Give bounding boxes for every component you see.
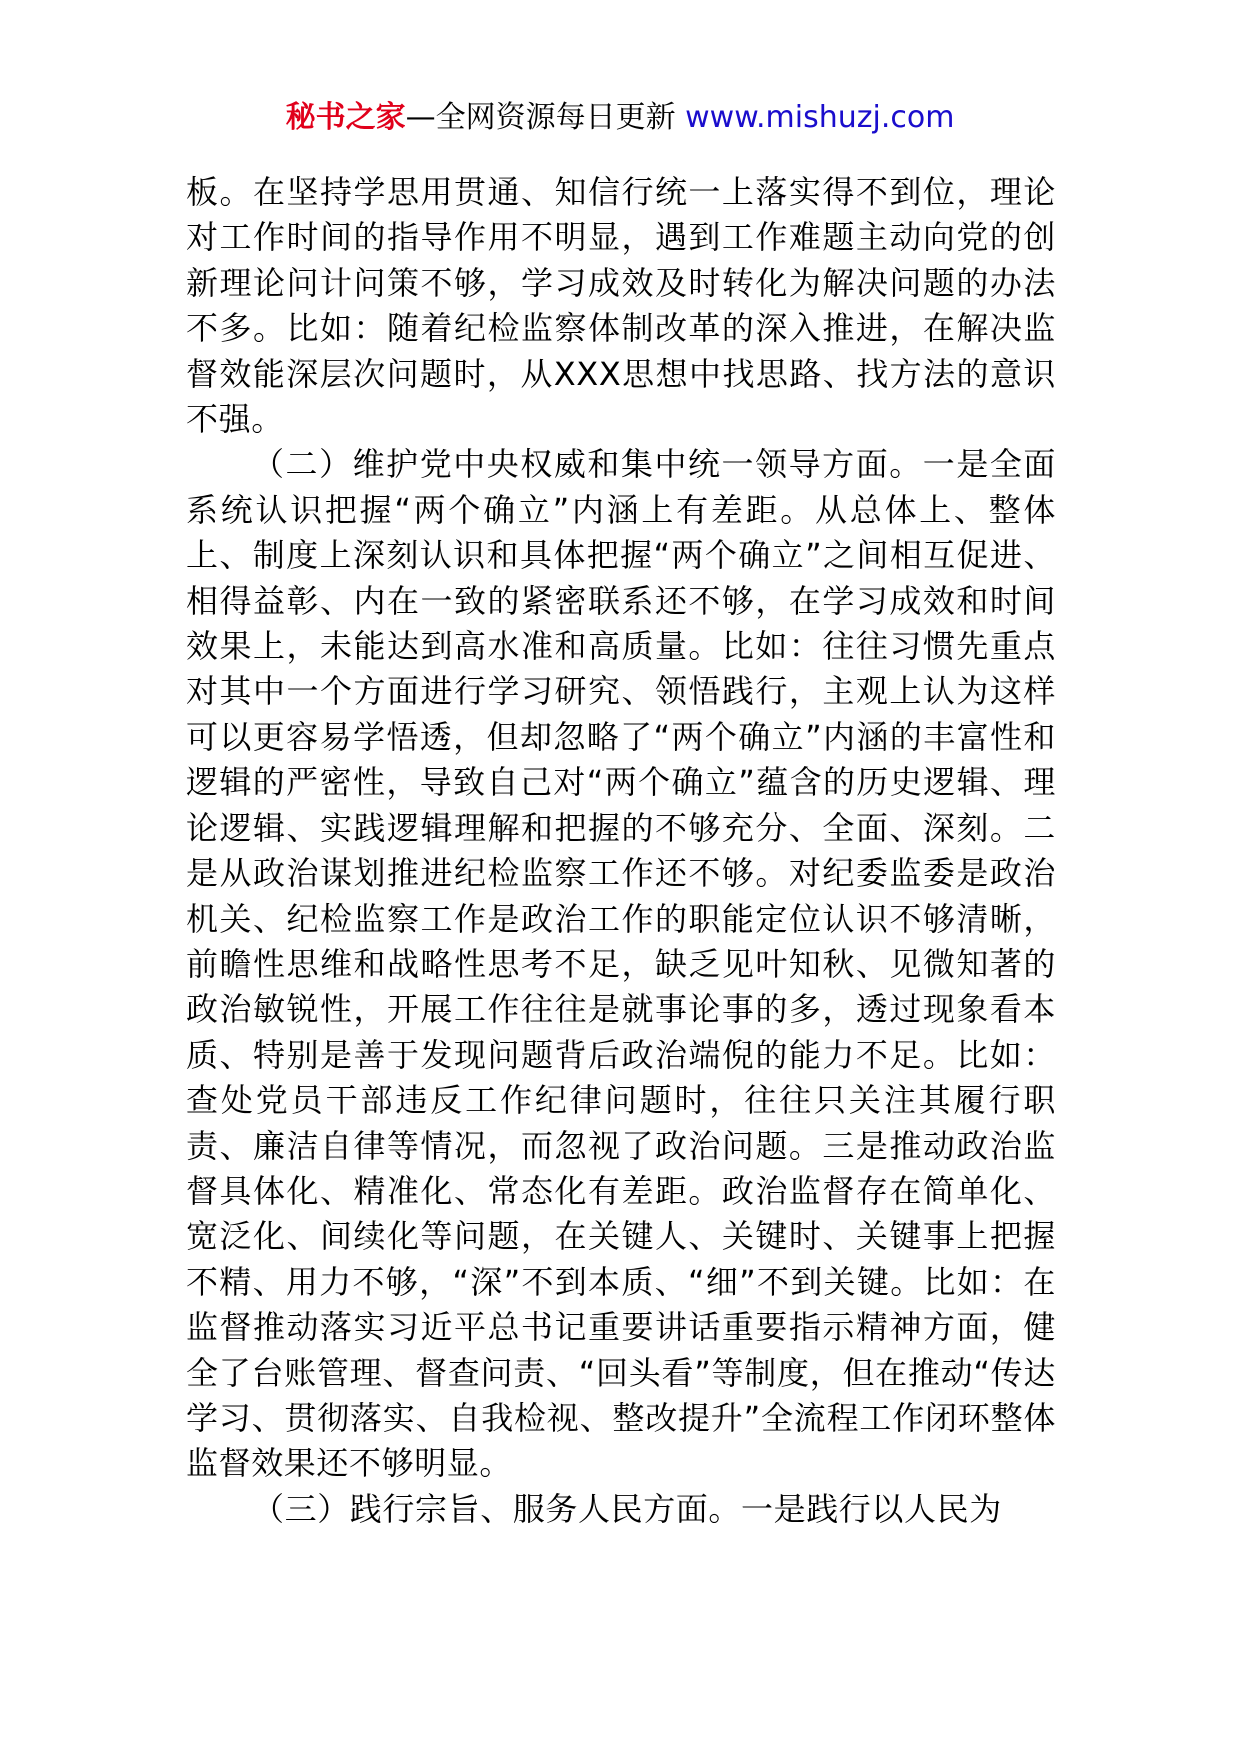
site-brand: 秘书之家	[285, 100, 406, 135]
paragraph-section-two: （二）维护党中央权威和集中统一领导方面。一是全面系统认识把握“两个确立”内涵上有差距。从总体上、整体上、制度上深刻认识和具体把握“两个确立”之间相互促进、相得益彰、内在一致的紧密联系还不够，在学习成效和时间效果上，未能达到高水准和高质量。比如：往往习惯先重点对其中一个方面进行学习研究、领悟践行，主观上认为这样可以更容易学悟透，但却忽略了“两个确立”内涵的丰富性和逻辑的严密性，导致自己对“两个确立”蕴含的历史逻辑、理论逻辑、实践逻辑理解和把握的不够充分、全面、深刻。二是从政治谋划推进纪检监察工作还不够。对纪委监委是政治机关、纪检监察工作是政治工作的职能定位认识不够清晰，前瞻性思维和战略性思考不足，缺乏见叶知秋、见微知著的政治敏锐性，开展工作往往是就事论事的多，透过现象看本质、特别是善于发现问题背后政治端倪的能力不足。比如：查处党员干部违反工作纪律问题时，往往只关注其履行职责、廉洁自律等情况，而忽视了政治问题。三是推动政治监督具体化、精准化、常态化有差距。政治监督存在简单化、宽泛化、间续化等问题，在关键人、关键时、关键事上把握不精、用力不够，“深”不到本质、“细”不到关键。比如：在监督推动落实习近平总书记重要讲话重要指示精神方面，健全了台账管理、督查问责、“回头看”等制度，但在推动“传达学习、贯彻落实、自我检视、整改提升”全流程工作闭环整体监督效果还不够明显。	[186, 445, 1056, 1483]
site-tagline: —全网资源每日更新	[405, 100, 686, 135]
site-watermark-header	[0, 98, 1240, 138]
site-url[interactable]: www.mishuzj.com	[685, 100, 955, 135]
document-body	[186, 170, 1056, 1532]
paragraph-continuation: 板。在坚持学思用贯通、知信行统一上落实得不到位，理论对工作时间的指导作用不明显，遇到工作难题主动向党的创新理论问计问策不够，学习成效及时转化为解决问题的办法不多。比如：随着纪检监察体制改革的深入推进，在解决监督效能深层次问题时，从XXX思想中找思路、找方法的意识不强。	[186, 173, 1056, 439]
paragraph-section-three: （三）践行宗旨、服务人民方面。一是践行以人民为	[252, 1489, 1002, 1528]
